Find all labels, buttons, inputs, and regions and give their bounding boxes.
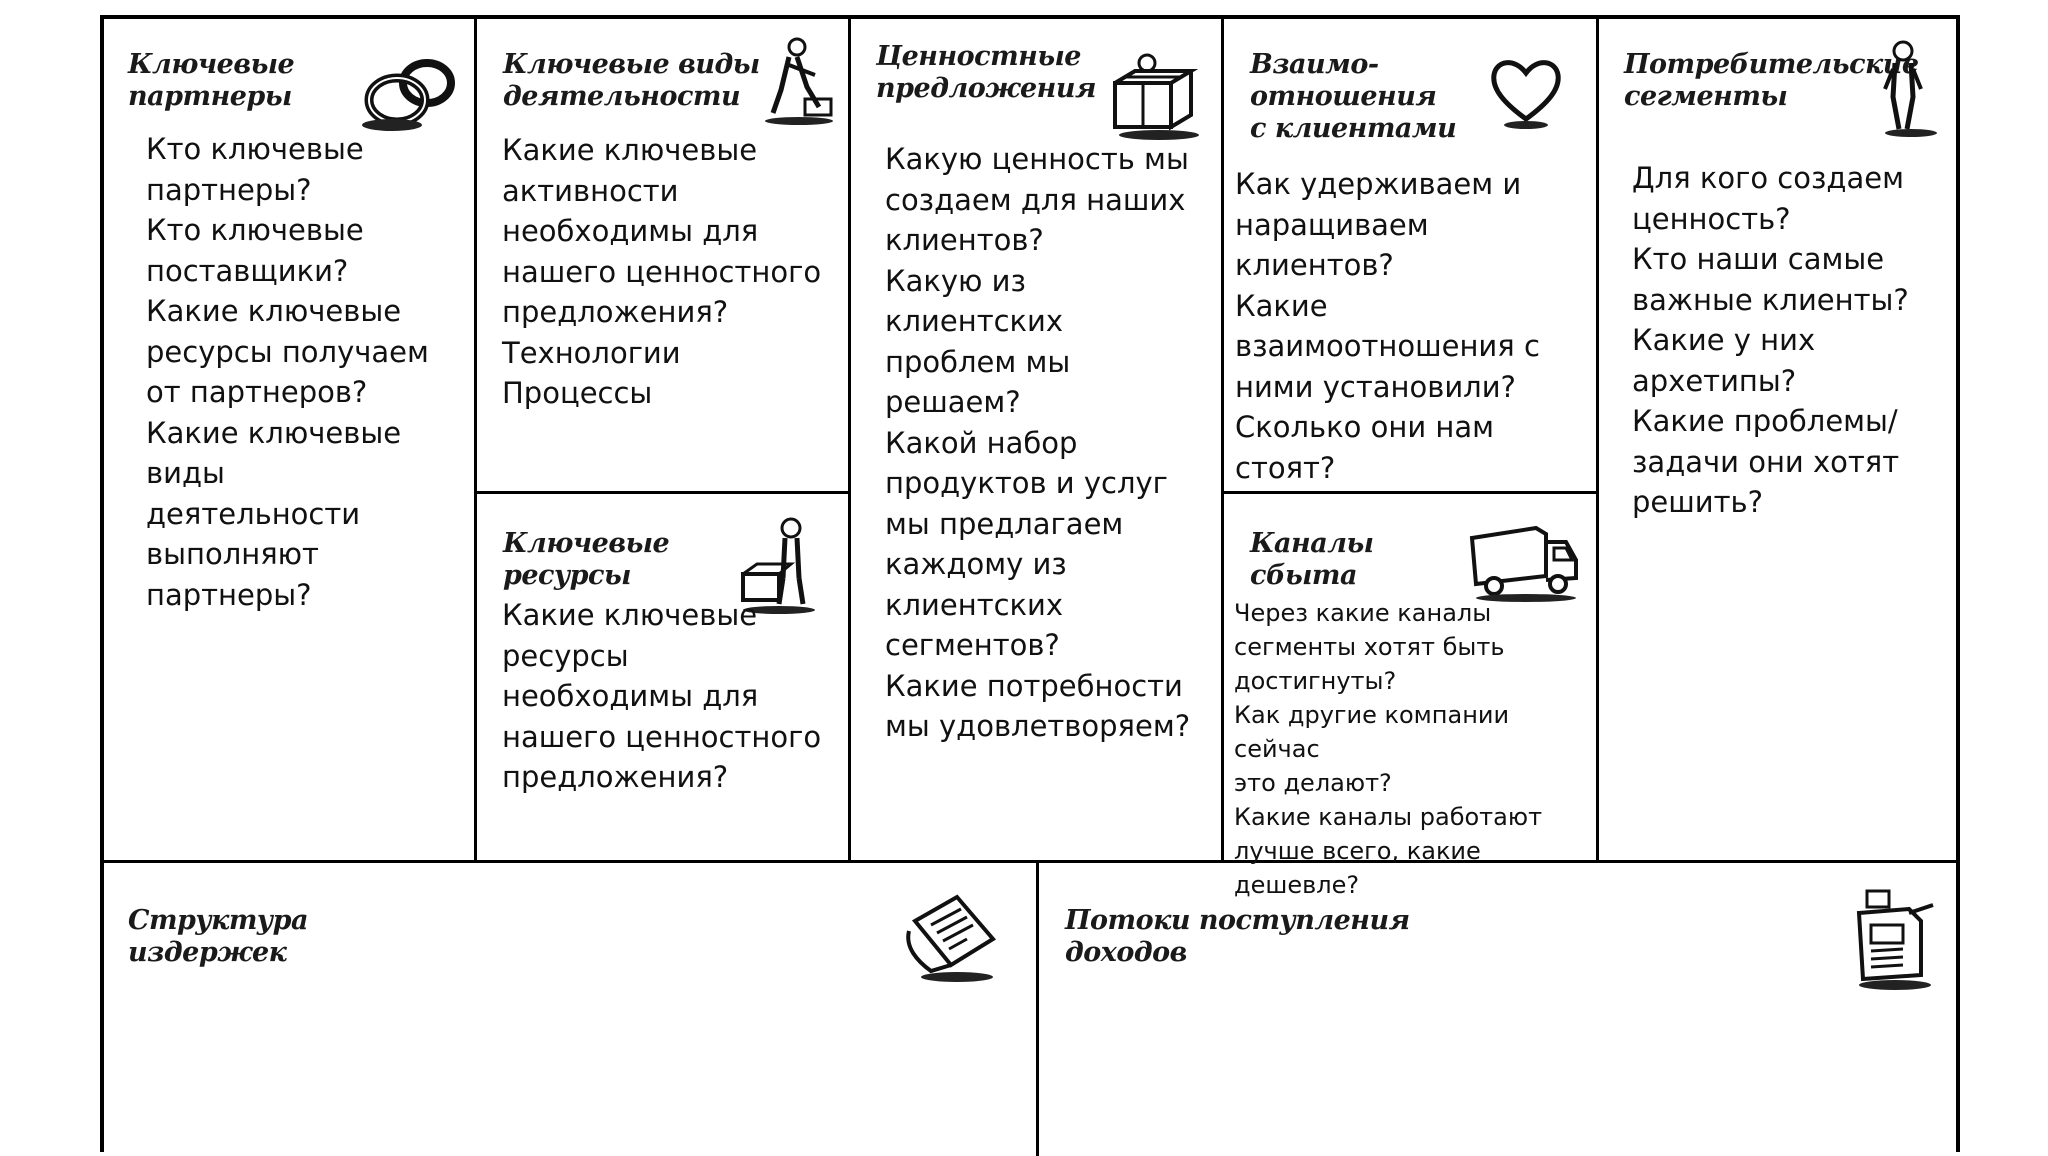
standing-person-icon [1877, 39, 1937, 139]
worker-icon [759, 35, 839, 127]
channels-block [1224, 494, 1599, 899]
key-resources-block [477, 494, 851, 863]
business-model-canvas [100, 15, 1960, 1152]
key-resources-title: Ключевые ресурсы [503, 528, 670, 591]
invoice-paper-icon [901, 891, 1001, 991]
channels-title: Каналы сбыта [1250, 528, 1374, 591]
channels-questions: Через какие каналы сегменты хотят быть достигнуты? Как другие компании сейчас это делают? Какие каналы работают лучше всего, какие дешевле? [1234, 599, 1543, 899]
key-activities-title: Ключевые виды деятельности [503, 49, 760, 112]
key-activities-questions: Какие ключевые активности необходимы для нашего ценностного предложения? Технологии Процессы [502, 133, 822, 410]
customer-segments-block [1599, 19, 1956, 863]
heart-icon [1486, 51, 1566, 131]
cash-register-icon [1849, 883, 1939, 993]
revenue-streams-title: Потоки поступления доходов [1065, 905, 1410, 968]
delivery-truck-icon [1466, 520, 1582, 604]
key-resources-questions: Какие ключевые ресурсы необходимы для нашего ценностного предложения? [502, 598, 822, 794]
cost-structure-title: Структура издержек [128, 905, 308, 968]
value-propositions-title: Ценностные предложения [876, 41, 1096, 104]
revenue-streams-block [1039, 863, 1956, 1156]
customer-relationships-title: Взаимо- отношения с клиентами [1250, 49, 1457, 144]
value-propositions-block [851, 19, 1224, 863]
key-partners-questions: Кто ключевые партнеры? Кто ключевые поставщики? Какие ключевые ресурсы получаем от партнеров? Какие ключевые виды деятельности выполняют партнеры? [146, 132, 429, 612]
customer-relationships-questions: Как удерживаем и наращиваем клиентов? Какие взаимоотношения с ними установили? Сколько они нам стоят? [1235, 167, 1540, 485]
gift-box-icon [1105, 49, 1201, 145]
key-activities-block [477, 19, 851, 494]
key-partners-title: Ключевые партнеры [128, 49, 295, 112]
value-propositions-questions: Какую ценность мы создаем для наших клиентов? Какую из клиентских проблем мы решаем? Какой набор продуктов и услуг мы предлагаем каждому из клиентских сегментов? Какие потребности мы удовлетворяем? [885, 142, 1191, 743]
wedding-rings-icon [362, 45, 462, 135]
cost-structure-block [104, 863, 1039, 1156]
key-partners-block [104, 19, 477, 863]
customer-relationships-block [1224, 19, 1599, 494]
customer-segments-title: Потребительские сегменты [1624, 49, 1919, 112]
customer-segments-questions: Для кого создаем ценность? Кто наши самые важные клиенты? Какие у них архетипы? Какие проблемы/ задачи они хотят решить? [1632, 161, 1909, 519]
